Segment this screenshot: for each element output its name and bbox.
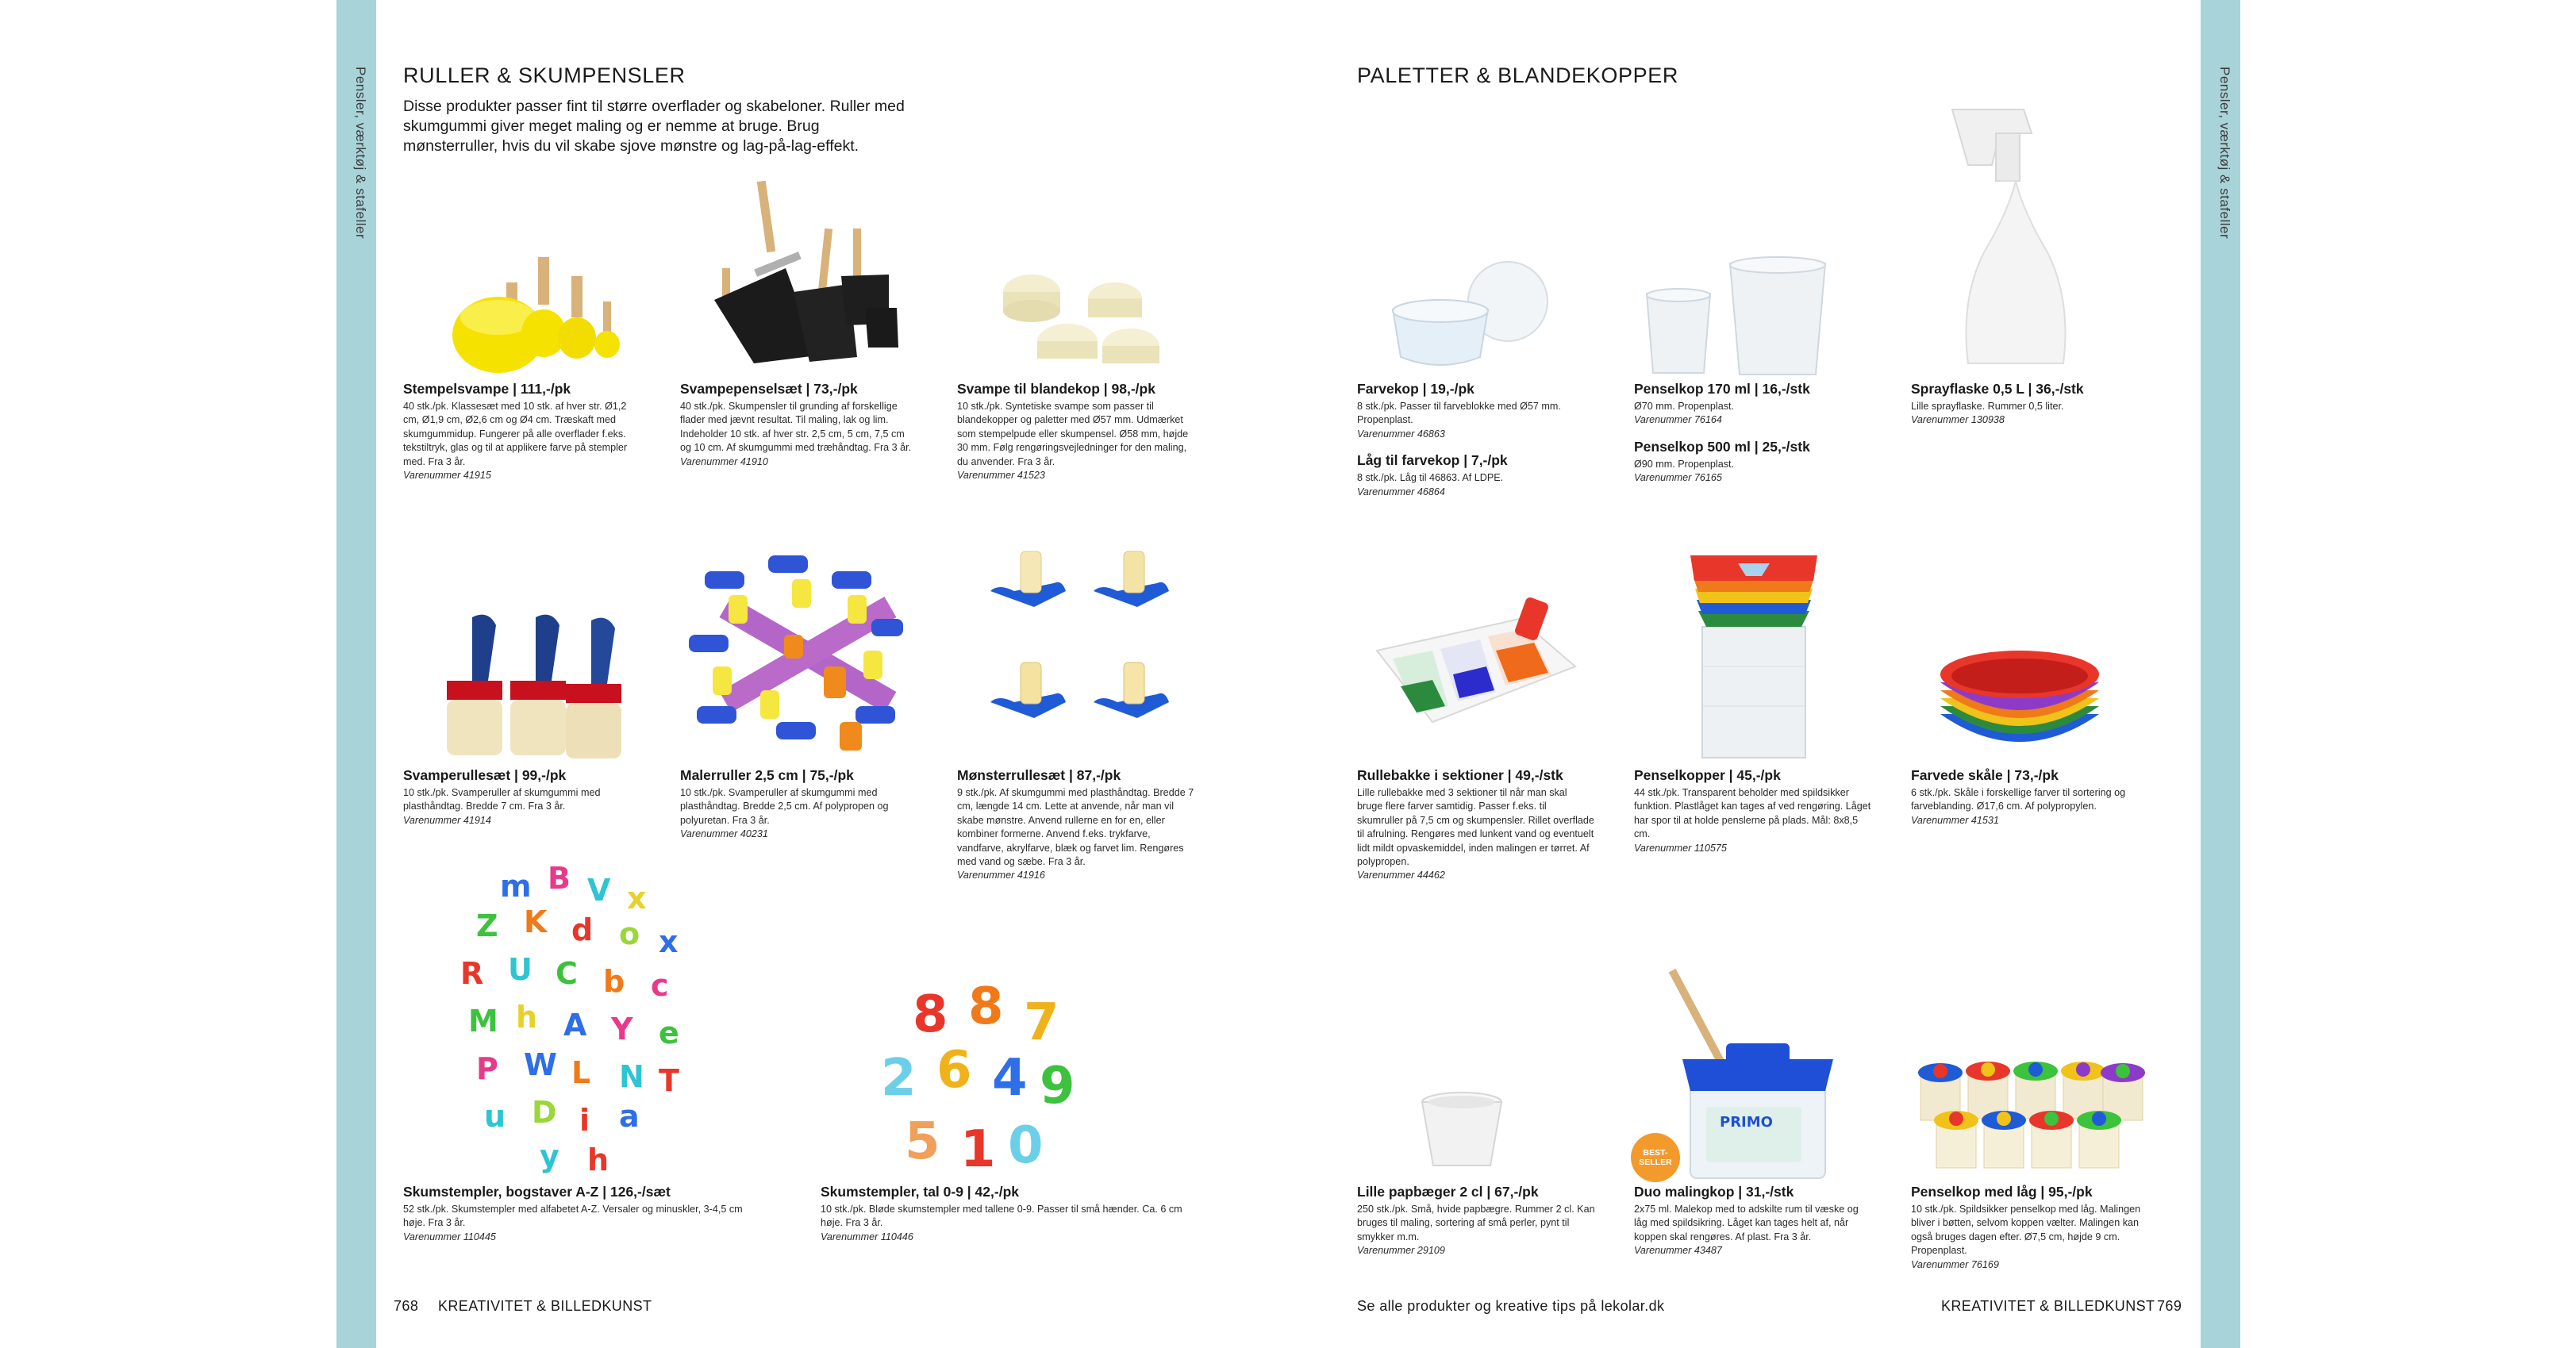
product-svampepenselsaet: [680, 381, 918, 469]
product-duo-malingkop: [1634, 1184, 1872, 1258]
product-sku: Varenummer 130938: [1911, 414, 2005, 426]
product-desc: 10 stk./pk. Syntetiske svampe som passer til blandekopper og paletter med Ø57 mm. Udmærket som stempelpude eller skumpensel. Ø58 mm, højde 30 mm. Følg rengøringsvejledninger for den maling, du anvender. Fra 3 år.: [957, 401, 1189, 467]
product-desc: Lille sprayflaske. Rummer 0,5 liter.: [1911, 401, 2064, 412]
product-sku: Varenummer 110446: [821, 1231, 913, 1242]
product-desc: 10 stk./pk. Bløde skumstempler med tallene 0-9. Passer til små hænder. Ca. 6 cm høje. Fra 3 år.: [821, 1204, 1182, 1229]
farvekop-image: [1385, 254, 1559, 373]
section-title-ruller: RULLER & SKUMPENSLER: [403, 63, 686, 87]
right-sidebar-label: Pensler, værktøj & stafeller: [2217, 67, 2232, 240]
svg-text:D: D: [532, 1095, 557, 1130]
product-penselkopper: [1634, 767, 1872, 855]
farvede-skaale-image: [1936, 643, 2103, 762]
svg-text:C: C: [556, 956, 578, 991]
svg-text:B: B: [548, 865, 571, 896]
left-sidebar-label: Pensler, værktøj & stafeller: [353, 67, 368, 240]
product-name: Penselkop 170 ml | 16,-/stk: [1634, 381, 1810, 397]
product-sku: Varenummer 46863: [1357, 428, 1445, 440]
product-name: Penselkop med låg | 95,-/pk: [1911, 1184, 2093, 1200]
product-sku: Varenummer 41523: [957, 470, 1045, 482]
svg-text:b: b: [603, 964, 625, 999]
product-name: Skumstempler, tal 0-9 | 42,-/pk: [821, 1184, 1019, 1200]
product-desc: 8 stk./pk. Låg til 46863. Af LDPE.: [1357, 472, 1504, 484]
product-sku: Varenummer 40231: [680, 828, 768, 840]
product-name: Mønsterrullesæt | 87,-/pk: [957, 767, 1121, 783]
bogstaver-image: [452, 865, 698, 1174]
product-name: Svampepenselsæt | 73,-/pk: [680, 381, 858, 397]
product-desc: 10 stk./pk. Svamperuller af skumgummi med plasthåndtag. Bredde 7 cm. Fra 3 år.: [403, 787, 601, 812]
tal-image: [865, 976, 1103, 1174]
stempelsvampe-image: [444, 246, 643, 381]
svg-text:V: V: [587, 873, 611, 908]
svg-text:M: M: [468, 1004, 498, 1039]
svg-text:8: 8: [968, 977, 1004, 1036]
product-stempelsvampe: [403, 381, 641, 482]
product-name: Farvede skåle | 73,-/pk: [1911, 767, 2059, 783]
product-rullebakke: [1357, 767, 1595, 883]
product-name: Duo malingkop | 31,-/stk: [1634, 1184, 1794, 1200]
page-number-right: 769: [2157, 1298, 2182, 1314]
product-desc: 10 stk./pk. Spildsikker penselkop med låg. Malingen bliver i bøtten, selvom koppen vælter. Malingen kan også bruges dagen efter. Ø7,5 cm, højde 9 cm. Propenplast.: [1911, 1204, 2141, 1257]
product-name: Farvekop | 19,-/pk: [1357, 381, 1474, 397]
product-sku: Varenummer 76169: [1911, 1258, 1999, 1270]
footer-section-right: KREATIVITET & BILLEDKUNST: [1941, 1298, 2155, 1314]
product-desc: Lille rullebakke med 3 sektioner til når man skal bruge flere farver samtidig. Passer f.eks. til skumruller på 7,5 cm og skumpensler. Rillet overflade til afrulning. Rengøres med lunkent vand og eventuelt lidt mildt opvaskemiddel, inden malingen er tørret. Af polypropen.: [1357, 787, 1594, 868]
product-desc: 52 stk./pk. Skumstempler med alfabetet A-Z. Versaler og minuskler, 3-4,5 cm høje. Fra 3 år.: [403, 1204, 743, 1229]
svg-text:7: 7: [1024, 993, 1059, 1052]
svg-text:9: 9: [1040, 1057, 1075, 1116]
product-sku: Varenummer 76164: [1634, 414, 1722, 426]
monsterrullesaet-image: [982, 543, 1197, 758]
svg-text:e: e: [659, 1016, 679, 1050]
svg-text:x: x: [627, 881, 647, 916]
product-name: Låg til farvekop | 7,-/pk: [1357, 452, 1508, 469]
svg-text:0: 0: [1008, 1116, 1044, 1174]
product-sku: Varenummer 41916: [957, 870, 1045, 881]
penselkopper-image: [1682, 547, 1825, 762]
product-sku: Varenummer 110445: [403, 1231, 496, 1242]
product-name: Skumstempler, bogstaver A-Z | 126,-/sæt: [403, 1184, 671, 1200]
product-sprayflaske: [1911, 381, 2149, 428]
svg-text:i: i: [579, 1103, 590, 1138]
svg-text:4: 4: [992, 1049, 1028, 1108]
product-name: Stempelsvampe | 111,-/pk: [403, 381, 571, 397]
product-sku: Varenummer 76165: [1634, 472, 1722, 484]
svg-text:6: 6: [936, 1041, 972, 1100]
product-sku: Varenummer 41910: [680, 455, 768, 467]
product-sku: Varenummer 44462: [1357, 870, 1445, 881]
product-desc: 9 stk./pk. Af skumgummi med plasthåndtag. Bredde 7 cm, længde 14 cm. Lette at anvende, når man vil skabe mønstre. Anvend rullerne en for en, eller kombiner formerne. Anvend f.eks. trykfarve, vandfarve, akrylfarve, blæk og farvet lim. Rengøres med vand og sæbe. Fra 3 år.: [957, 787, 1194, 868]
svg-text:c: c: [651, 968, 669, 1003]
svg-text:h: h: [516, 1000, 538, 1035]
svg-text:R: R: [460, 956, 484, 991]
product-penselkop: [1634, 381, 1872, 486]
product-penselkop-laag: [1911, 1184, 2149, 1272]
product-name: Svampe til blandekop | 98,-/pk: [957, 381, 1155, 397]
svg-text:PRIMO: PRIMO: [1720, 1114, 1773, 1131]
svg-text:Z: Z: [476, 908, 498, 943]
product-desc: 2x75 ml. Malekop med to adskilte rum til væske og låg med spildsikring. Låget kan tages helt af, når koppen skal rengøres. Af plast. Fra 3 år.: [1634, 1204, 1859, 1242]
section-title-paletter: PALETTER & BLANDEKOPPER: [1357, 63, 1678, 87]
product-sku: Varenummer 29109: [1357, 1245, 1445, 1257]
svg-text:1: 1: [960, 1120, 996, 1174]
svg-text:K: K: [524, 904, 548, 939]
svamperullesaet-image: [440, 609, 631, 768]
svampepenselsaet-image: [698, 181, 913, 371]
rullebakke-image: [1369, 587, 1583, 746]
penselkop-image: [1643, 254, 1841, 381]
product-svampe-blandekop: [957, 381, 1195, 482]
svg-text:U: U: [508, 952, 533, 987]
product-sku: Varenummer 110575: [1634, 842, 1727, 854]
product-papbaeger: [1357, 1184, 1595, 1258]
svg-text:o: o: [619, 916, 640, 951]
product-sku: Varenummer 43487: [1634, 1245, 1722, 1257]
svg-text:A: A: [563, 1008, 587, 1043]
svg-text:m: m: [500, 869, 532, 904]
footer-website-link[interactable]: Se alle produkter og kreative tips på lekolar.dk: [1357, 1298, 1665, 1314]
product-desc: 10 stk./pk. Svamperuller af skumgummi med plasthåndtag. Bredde 2,5 cm. Af polypropen og polyuretan. Fra 3 år.: [680, 787, 889, 826]
svg-text:d: d: [571, 912, 594, 947]
product-name: Rullebakke i sektioner | 49,-/stk: [1357, 767, 1563, 783]
right-sidebar: [2201, 0, 2240, 1348]
product-desc: 8 stk./pk. Passer til farveblokke med Ø57 mm. Propenplast.: [1357, 401, 1561, 426]
svg-text:P: P: [476, 1051, 498, 1086]
bestseller-badge: BEST- SELLER: [1631, 1133, 1680, 1182]
product-desc: 40 stk./pk. Skumpensler til grunding af forskellige flader med jævnt resultat. Til maling, lak og lim. Indeholder 10 stk. af hver str. 2,5 cm, 5 cm, 7,5 cm og 10 cm. Af skumgummi med træhåndtag. Fra 3 år.: [680, 401, 912, 454]
svg-text:a: a: [619, 1099, 640, 1134]
svampe-blandekop-image: [988, 252, 1178, 379]
product-name: Penselkop 500 ml | 25,-/stk: [1634, 438, 1810, 455]
section-intro: Disse produkter passer fint til større overflader og skabeloner. Ruller med skumgummi giver meget maling og er nemme at bruge. Brug mønsterruller, hvis du vil skabe sjove mønstre og lag-på-lag-effekt.: [403, 98, 905, 155]
svg-text:y: y: [540, 1139, 559, 1173]
product-sku: Varenummer 41914: [403, 814, 491, 826]
svg-text:u: u: [484, 1099, 506, 1134]
product-name: Penselkopper | 45,-/pk: [1634, 767, 1781, 783]
svg-text:2: 2: [881, 1049, 917, 1108]
product-desc: 44 stk./pk. Transparent beholder med spildsikker funktion. Plastlåget kan tages af ved rengøring. Låget har spor til at holde penslerne på plads. Mål: 8x8,5 cm.: [1634, 787, 1871, 840]
product-desc: 250 stk./pk. Små, hvide papbægre. Rummer 2 cl. Kan bruges til maling, sortering af små perler, pynt til smykker m.m.: [1357, 1204, 1595, 1242]
svg-text:5: 5: [905, 1112, 940, 1171]
svg-text:h: h: [587, 1143, 609, 1174]
product-tal: [821, 1184, 1186, 1244]
product-bogstaver: [403, 1184, 743, 1244]
svg-text:W: W: [524, 1047, 557, 1082]
svg-text:8: 8: [913, 985, 948, 1044]
penselkop-laag-image: [1913, 1049, 2151, 1176]
page-number-left: 768: [394, 1298, 419, 1314]
product-monsterrullesaet: [957, 767, 1195, 883]
footer-section-left: KREATIVITET & BILLEDKUNST: [438, 1298, 652, 1314]
product-name: Malerruller 2,5 cm | 75,-/pk: [680, 767, 854, 783]
product-farvede-skaale: [1911, 767, 2149, 828]
product-desc: Ø70 mm. Propenplast.: [1634, 401, 1734, 412]
svg-text:T: T: [659, 1063, 679, 1098]
product-name: Svamperullesæt | 99,-/pk: [403, 767, 567, 783]
product-desc: 40 stk./pk. Klassesæt med 10 stk. af hver str. Ø1,2 cm, Ø1,9 cm, Ø2,6 cm og Ø4 cm. Træskaft med skumgummidup. Fungerer på alle overflader f.eks. tekstiltryk, glas og til at applikere farve på stempler med. Fra 3 år.: [403, 401, 628, 467]
product-desc: Ø90 mm. Propenplast.: [1634, 458, 1734, 470]
product-name: Sprayflaske 0,5 L | 36,-/stk: [1911, 381, 2084, 397]
svg-text:L: L: [571, 1055, 591, 1090]
product-svamperullesaet: [403, 767, 641, 828]
product-name: Lille papbæger 2 cl | 67,-/pk: [1357, 1184, 1539, 1200]
left-sidebar: [336, 0, 376, 1348]
malerruller-image: [681, 547, 919, 762]
product-sku: Varenummer 41531: [1911, 814, 1999, 826]
product-malerruller: [680, 767, 918, 842]
sprayflaske-image: [1920, 94, 2095, 379]
svg-text:N: N: [619, 1059, 644, 1094]
product-sku: Varenummer 46864: [1357, 486, 1445, 497]
product-farvekop: [1357, 381, 1595, 499]
product-desc: 6 stk./pk. Skåle i forskellige farver til sortering og farveblanding. Ø17,6 cm. Af polypropylen.: [1911, 787, 2126, 812]
papbaeger-image: [1417, 1091, 1508, 1170]
svg-text:x: x: [659, 924, 679, 959]
product-sku: Varenummer 41915: [403, 470, 491, 482]
svg-text:Y: Y: [611, 1012, 633, 1047]
